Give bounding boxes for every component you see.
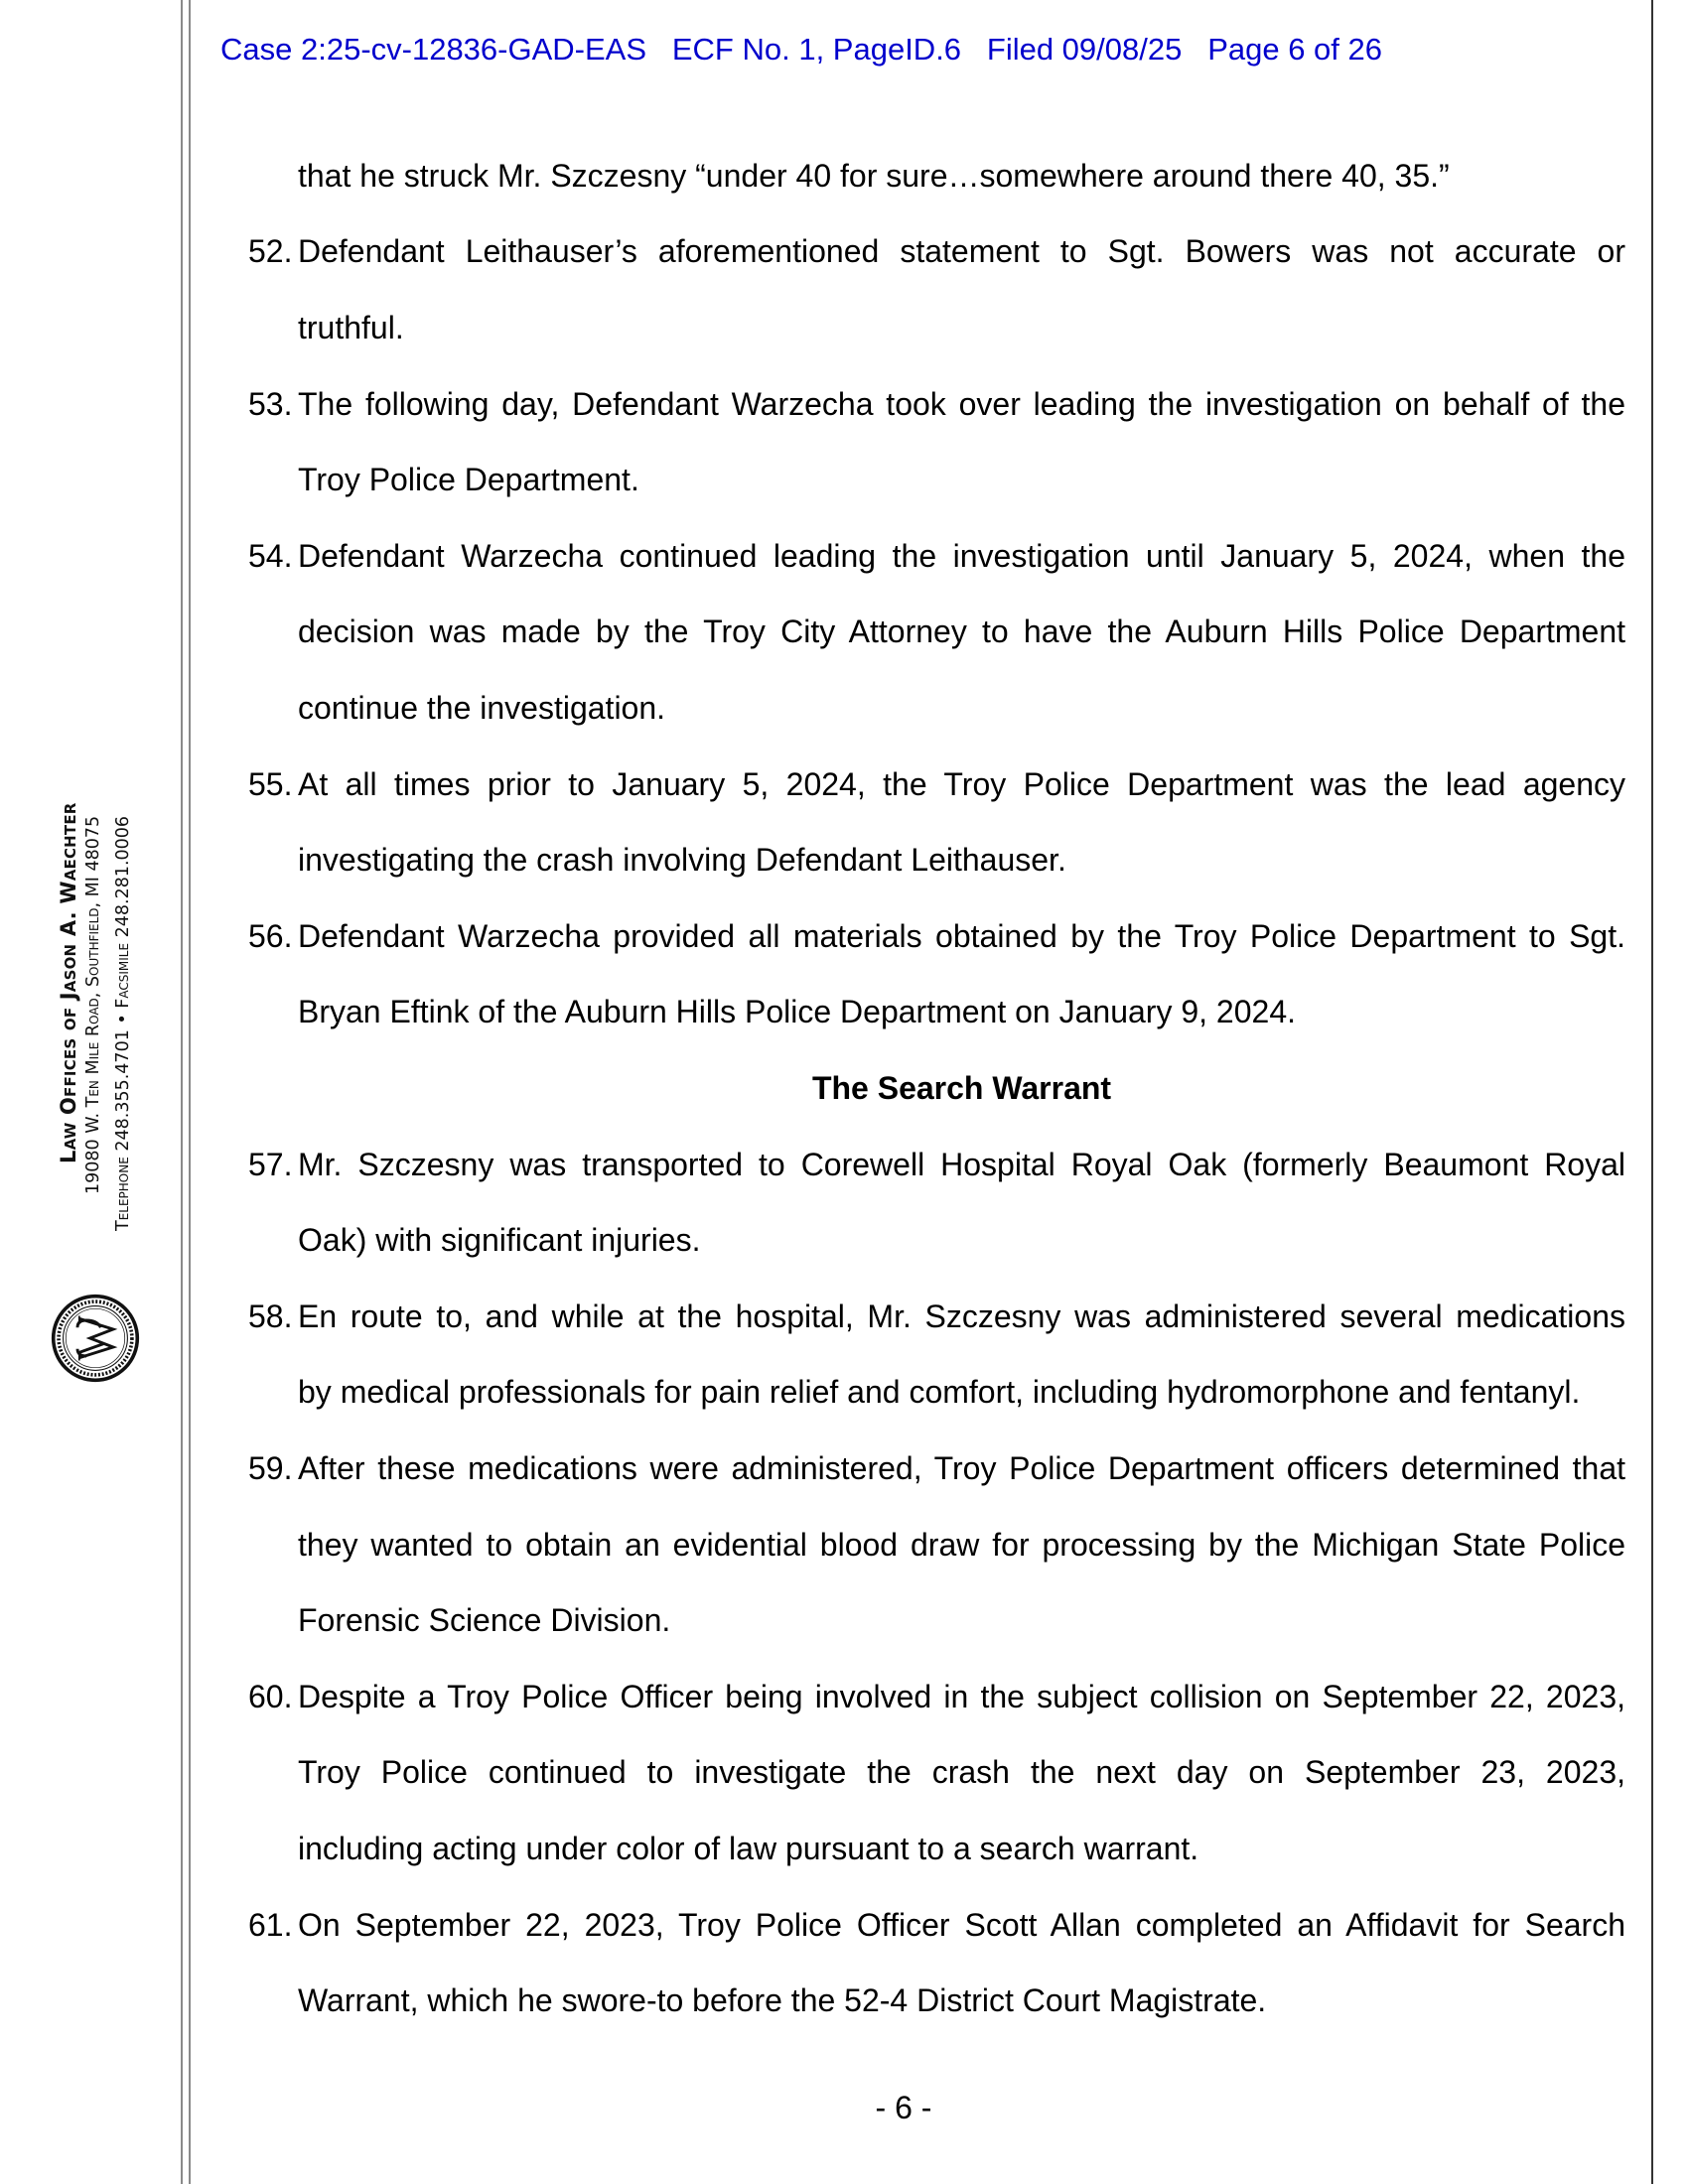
paragraph-line: Troy Police continued to investigate the crash the next day on September 23, 2023, xyxy=(298,1754,1625,1790)
paragraph-line: truthful. xyxy=(298,310,404,345)
paragraph-line: Bryan Eftink of the Auburn Hills Police Department on January 9, 2024. xyxy=(298,994,1296,1029)
paragraph-number: 55. xyxy=(248,766,293,802)
paragraph-number: 61. xyxy=(248,1907,293,1943)
ecf-header-stamp: Case 2:25-cv-12836-GAD-EAS ECF No. 1, PageID.6 Filed 09/08/25 Page 6 of 26 xyxy=(220,32,1383,67)
paragraph-line: Forensic Science Division. xyxy=(298,1602,671,1638)
paragraph-line: The following day, Defendant Warzecha took over leading the investigation on behalf of the xyxy=(298,386,1625,422)
paragraph-line: decision was made by the Troy City Attorney to have the Auburn Hills Police Department xyxy=(298,614,1625,649)
paragraph-number: 58. xyxy=(248,1298,293,1334)
paragraph-line: Troy Police Department. xyxy=(298,462,639,497)
paragraph-number: 52. xyxy=(248,233,293,269)
paragraph-line: they wanted to obtain an evidential blood draw for processing by the Michigan State Police xyxy=(298,1527,1625,1563)
jw-monogram-seal-icon xyxy=(51,1294,140,1383)
paragraph-line: Warrant, which he swore-to before the 52-4 District Court Magistrate. xyxy=(298,1982,1267,2018)
paragraph-number: 57. xyxy=(248,1147,293,1182)
firm-phone-fax: Telephone 248.355.4701 • Facsimile 248.281.0006 xyxy=(113,815,133,1231)
paragraph-number: 56. xyxy=(248,918,293,954)
section-heading: The Search Warrant xyxy=(811,1070,1112,1106)
paragraph-line: Oak) with significant injuries. xyxy=(298,1222,701,1258)
continuation-line: that he struck Mr. Szczesny “under 40 for sure…somewhere around there 40, 35.” xyxy=(298,158,1450,194)
paragraph-number: 53. xyxy=(248,386,293,422)
paragraph-line: Defendant Warzecha continued leading the investigation until January 5, 2024, when the xyxy=(298,538,1625,574)
paragraph-line: On September 22, 2023, Troy Police Officer Scott Allan completed an Affidavit for Search xyxy=(298,1907,1625,1943)
margin-rule-right xyxy=(1651,0,1653,2184)
paragraph-line: Despite a Troy Police Officer being involved in the subject collision on September 22, 2023, xyxy=(298,1679,1625,1714)
paragraph-line: including acting under color of law pursuant to a search warrant. xyxy=(298,1831,1199,1866)
firm-address: 19080 W. Ten Mile Road, Southfield, MI 48075 xyxy=(83,815,103,1194)
firm-name: Law Offices of Jason A. Waechter xyxy=(57,802,80,1163)
paragraph-line: At all times prior to January 5, 2024, the Troy Police Department was the lead agency xyxy=(298,766,1625,802)
margin-rule-left-inner xyxy=(189,0,191,2184)
paragraph-line: After these medications were administered, Troy Police Department officers determined that xyxy=(298,1450,1625,1486)
paragraph-number: 54. xyxy=(248,538,293,574)
paragraph-number: 60. xyxy=(248,1679,293,1714)
paragraph-line: Mr. Szczesny was transported to Corewell Hospital Royal Oak (formerly Beaumont Royal xyxy=(298,1147,1625,1182)
paragraph-line: Defendant Leithauser’s aforementioned statement to Sgt. Bowers was not accurate or xyxy=(298,233,1625,269)
paragraph-line: investigating the crash involving Defendant Leithauser. xyxy=(298,842,1066,878)
paragraph-number: 59. xyxy=(248,1450,293,1486)
margin-rule-left-outer xyxy=(181,0,183,2184)
paragraph-line: En route to, and while at the hospital, Mr. Szczesny was administered several medications xyxy=(298,1298,1625,1334)
page-number: - 6 - xyxy=(875,2090,932,2125)
paragraph-line: continue the investigation. xyxy=(298,690,666,726)
paragraph-line: Defendant Warzecha provided all materials obtained by the Troy Police Department to Sgt. xyxy=(298,918,1625,954)
paragraph-line: by medical professionals for pain relief and comfort, including hydromorphone and fentanyl. xyxy=(298,1374,1581,1410)
